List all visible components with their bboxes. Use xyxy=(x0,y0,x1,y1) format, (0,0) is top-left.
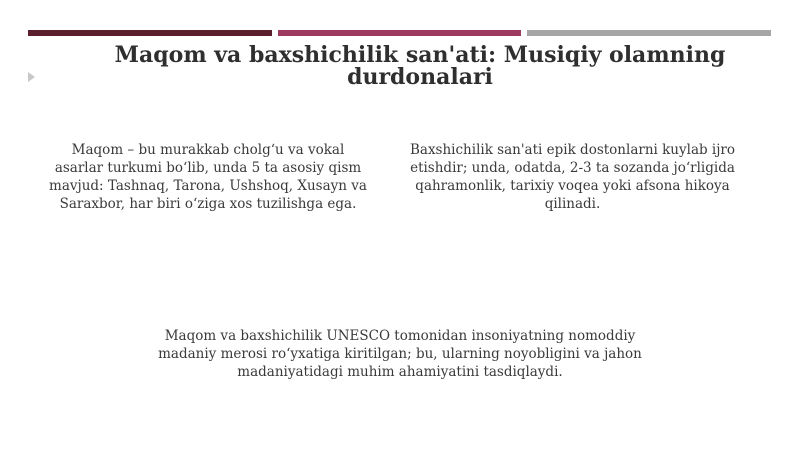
slide-title: Maqom va baxshichilik san'ati: Musiqiy olamning durdonalari xyxy=(114,42,726,90)
top-accent-bar-magenta xyxy=(278,30,521,36)
arrow-icon xyxy=(28,72,35,82)
top-accent-bar-gray xyxy=(527,30,771,36)
top-accent-bar-dark xyxy=(28,30,272,36)
maqom-paragraph: Maqom – bu murakkab cholg‘u va vokal asarlar turkumi bo‘lib, unda 5 ta asosiy qism mavjud: Tashnaq, Tarona, Ushshoq, Xusayn va Saraxbor, har biri o‘ziga xos tuzilishga ega. xyxy=(49,142,367,212)
baxshichilik-paragraph: Baxshichilik san'ati epik dostonlarni kuylab ijro etishdir; unda, odatda, 2-3 ta sozanda jo‘rligida qahramonlik, tarixiy voqea yoki afsona hikoya qilinadi. xyxy=(409,142,736,212)
unesco-paragraph: Maqom va baxshichilik UNESCO tomonidan insoniyatning nomoddiy madaniy merosi ro‘yxatiga kiritilgan; bu, ularning noyobligini va jahon madaniyatidagi muhim ahamiyatini tasdiqlaydi. xyxy=(158,328,642,380)
